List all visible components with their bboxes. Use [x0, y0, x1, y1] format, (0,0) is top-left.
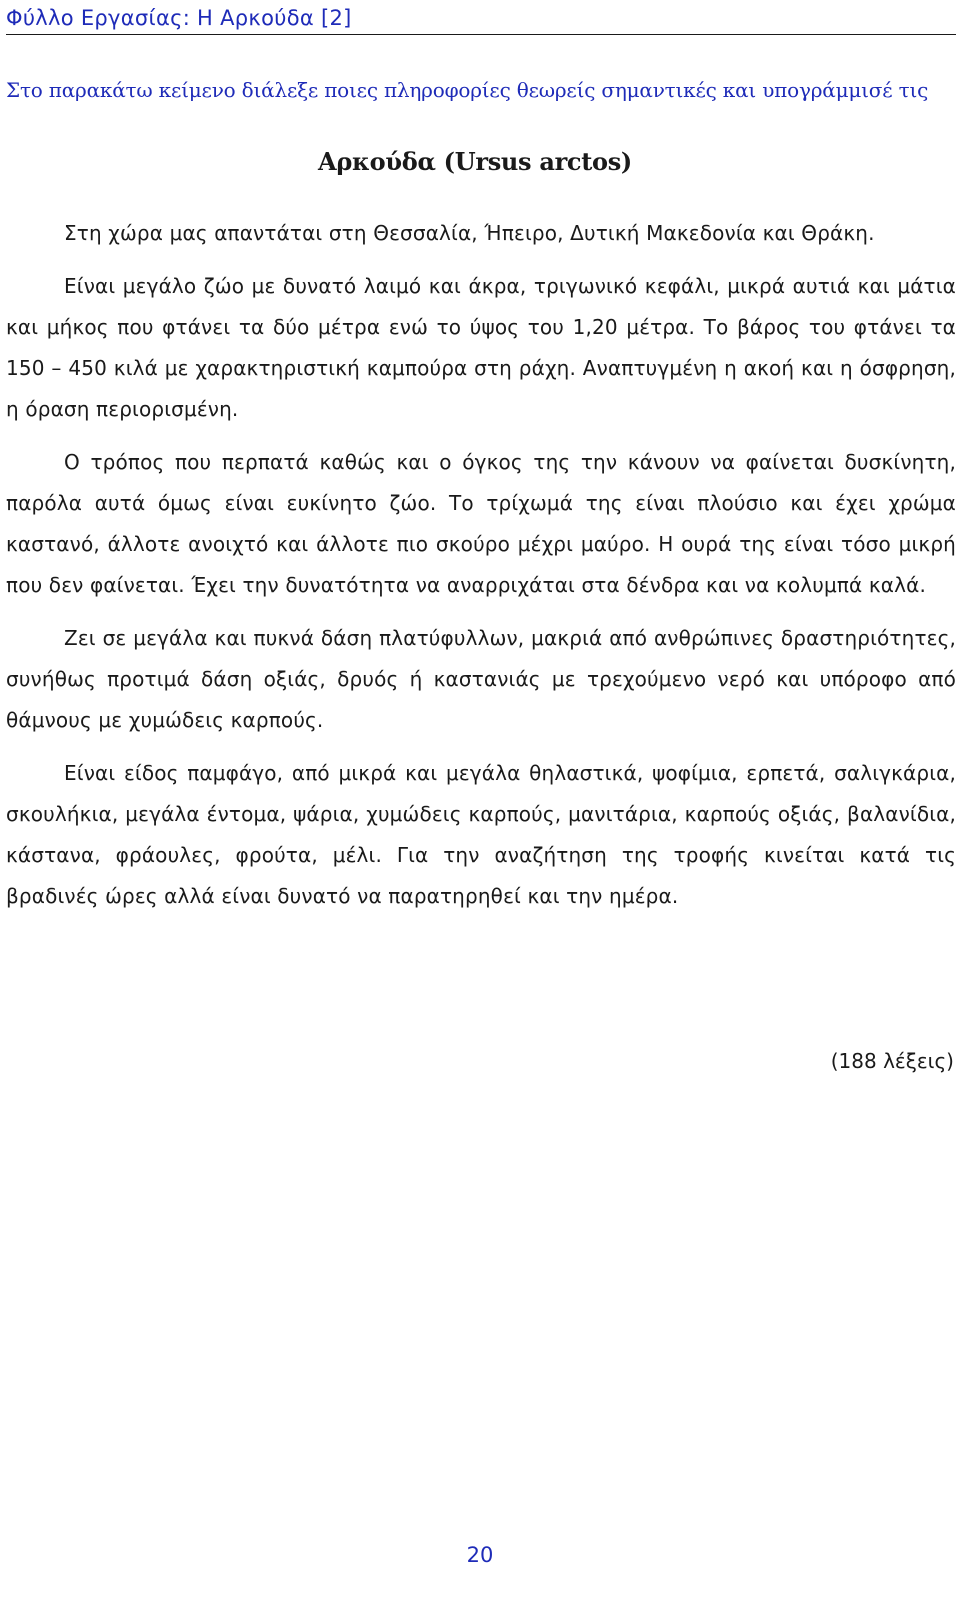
worksheet-title: Φύλλο Εργασίας: Η Αρκούδα [2]	[6, 6, 352, 30]
document-body	[6, 213, 956, 929]
document-title: Αρκούδα (Ursus arctos)	[318, 147, 632, 176]
page-number: 20	[466, 1543, 494, 1567]
worksheet-header	[6, 4, 956, 35]
paragraph-habitat: Ζει σε μεγάλα και πυκνά δάση πλατύφυλλων, μακριά από ανθρώπινες δραστηριότητες, συνήθως προτιμά δάση οξιάς, δρυός ή καστανιάς με τρεχούμενο νερό και υπόροφο από θάμνους με χυμώδεις καρπούς.	[6, 626, 956, 732]
paragraph-movement: Ο τρόπος που περπατά καθώς και ο όγκος της την κάνουν να φαίνεται δυσκίνητη, παρόλα αυτά όμως είναι ευκίνητο ζώο. Το τρίχωμά της είναι πλούσιο και έχει χρώμα καστανό, άλλοτε ανοιχτό και άλλοτε πιο σκούρο μέχρι μαύρο. Η ουρά της είναι τόσο μικρή που δεν φαίνεται. Έχει την δυνατότητα να αναρριχάται στα δένδρα και να κολυμπά καλά.	[6, 450, 956, 597]
word-count: (188 λέξεις)	[830, 1049, 954, 1073]
paragraph-distribution: Στη χώρα μας απαντάται στη Θεσσαλία, Ήπειρο, Δυτική Μακεδονία και Θράκη.	[64, 221, 875, 245]
instruction-text: Στο παρακάτω κείμενο διάλεξε ποιες πληροφορίες θεωρείς σημαντικές και υπογράμμισέ τις	[6, 78, 929, 102]
paragraph-diet: Είναι είδος παμφάγο, από μικρά και μεγάλα θηλαστικά, ψοφίμια, ερπετά, σαλιγκάρια, σκουλήκια, μεγάλα έντομα, ψάρια, χυμώδεις καρπούς, μανιτάρια, καρπούς οξιάς, βαλανίδια, κάστανα, φράουλες, φρούτα, μέλι. Για την αναζήτηση της τροφής κινείται κατά τις βραδινές ώρες αλλά είναι δυνατό να παρατηρηθεί και την ημέρα.	[6, 761, 956, 908]
paragraph-description: Είναι μεγάλο ζώο με δυνατό λαιμό και άκρα, τριγωνικό κεφάλι, μικρά αυτιά και μάτια και μήκος που φτάνει τα δύο μέτρα ενώ το ύψος του 1,20 μέτρα. Το βάρος του φτάνει τα 150 – 450 κιλά με χαρακτηριστική καμπούρα στη ράχη. Αναπτυγμένη η ακοή και η όσφρηση, η όραση περιορισμένη.	[6, 274, 956, 421]
